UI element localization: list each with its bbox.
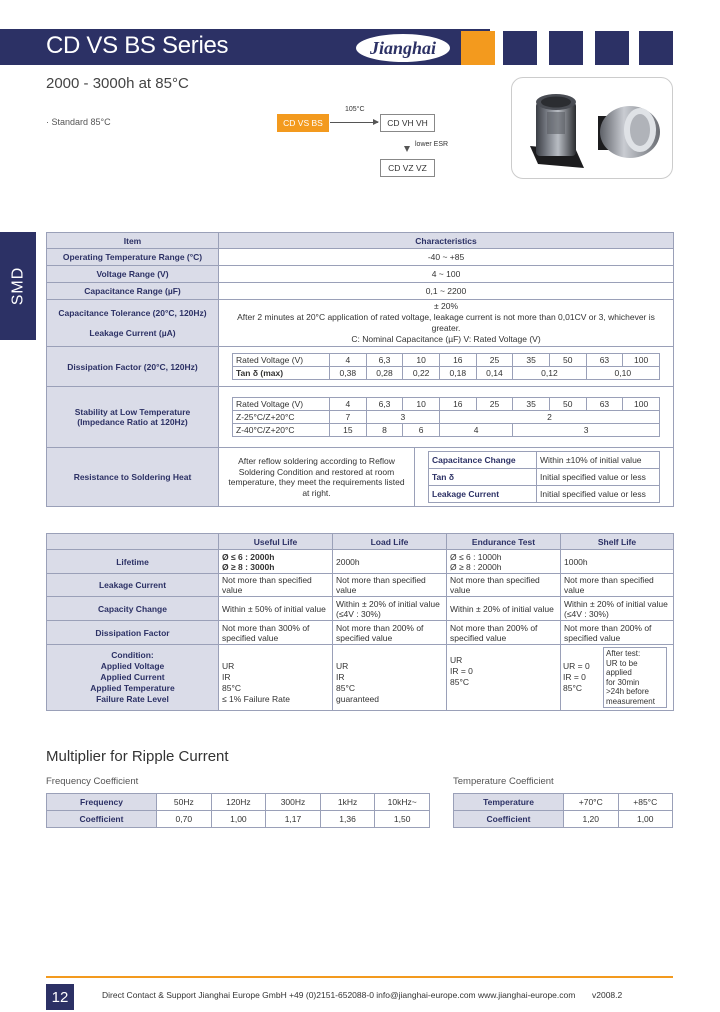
life-header: Useful Life xyxy=(219,534,333,550)
freq-value: 50Hz xyxy=(157,794,212,811)
life-dissipation-endurance xyxy=(447,621,561,645)
tan-label: Tan δ (max) xyxy=(233,367,330,380)
lifetime-shelf: 1000h xyxy=(561,550,674,574)
tan-value: 0,22 xyxy=(403,367,440,380)
stability-voltage: 100 xyxy=(623,398,660,411)
dissipation-label: Dissipation Factor (20°C, 120Hz) xyxy=(47,347,219,387)
smd-tab-label-wrap xyxy=(0,232,36,340)
condition-useful-line: 85°C xyxy=(222,682,241,693)
condition-load-line: UR xyxy=(336,660,349,671)
footer-version: v2008.2 xyxy=(592,990,623,1000)
freq-row-label: Frequency xyxy=(47,794,157,811)
dissipation-voltage: 35 xyxy=(513,354,550,367)
stability-voltage: 35 xyxy=(513,398,550,411)
condition-load xyxy=(333,645,447,711)
life-table xyxy=(46,533,674,711)
stability-rv-label: Rated Voltage (V) xyxy=(233,398,330,411)
condition-label: Applied Current xyxy=(100,672,165,682)
soldering-cell xyxy=(415,448,674,507)
dissipation-useful-line: specified value xyxy=(222,632,279,643)
arrow-down-icon xyxy=(404,146,410,152)
life-corner xyxy=(47,534,219,550)
flow-next-series: CD VH VH xyxy=(380,114,435,132)
condition-shelf-wrap xyxy=(563,647,671,708)
temp-value: +70°C xyxy=(564,794,619,811)
condition-labels xyxy=(47,645,219,711)
op-temp-value: -40 ~ +85 xyxy=(219,249,674,266)
condition-label: Applied Voltage xyxy=(100,661,165,671)
lifetime-load: 2000h xyxy=(333,550,447,574)
flow-current-series: CD VS BS xyxy=(277,114,329,132)
condition-shelf xyxy=(561,645,674,711)
cap-change-shelf xyxy=(561,597,674,621)
flow-temp-label: 105°C xyxy=(345,106,365,113)
life-leakage-useful: Not more than specified value xyxy=(219,574,333,597)
life-header: Shelf Life xyxy=(561,534,674,550)
z25-value: 7 xyxy=(330,411,367,424)
arrow-right-icon xyxy=(373,119,379,125)
freq-coef: 1,50 xyxy=(375,811,430,828)
freq-value: 300Hz xyxy=(266,794,321,811)
stability-voltage: 16 xyxy=(439,398,476,411)
stability-voltage: 25 xyxy=(476,398,513,411)
dissipation-load-line: Not more than 200% of xyxy=(336,622,424,633)
dissipation-subtable xyxy=(232,353,660,380)
dissipation-voltage: 4 xyxy=(330,354,367,367)
tolerance-leakage-label xyxy=(47,300,219,347)
condition-label: Applied Temperature xyxy=(90,683,175,693)
soldering-label: Resistance to Soldering Heat xyxy=(47,448,219,507)
condition-shelf-line: 85°C xyxy=(563,683,582,693)
cap-change-load-line: Within ± 20% of initial value xyxy=(336,598,440,609)
stability-subtable xyxy=(232,397,660,437)
soldering-item-name: Tan δ xyxy=(429,469,537,486)
condition-shelf-values xyxy=(563,661,603,694)
dissipation-endurance-line: Not more than 200% of xyxy=(450,622,538,633)
freq-value: 120Hz xyxy=(211,794,266,811)
voltage-value: 4 ~ 100 xyxy=(219,266,674,283)
op-temp-label: Operating Temperature Range (°C) xyxy=(47,249,219,266)
condition-label: Condition: xyxy=(111,650,154,660)
z25-value: 2 xyxy=(439,411,659,424)
temp-coef: 1,00 xyxy=(618,811,673,828)
dissipation-cell xyxy=(219,347,674,387)
lifetime-useful-line: Ø ≥ 8 : 3000h xyxy=(222,561,275,572)
stability-label-line1: Stability at Low Temperature xyxy=(74,407,191,417)
page-number: 12 xyxy=(46,984,74,1010)
lifetime-label: Lifetime xyxy=(47,550,219,574)
ripple-title: Multiplier for Ripple Current xyxy=(46,748,229,765)
tolerance-leakage-value xyxy=(219,300,674,347)
dissipation-rv-label: Rated Voltage (V) xyxy=(233,354,330,367)
stability-label xyxy=(47,387,219,448)
footer-divider xyxy=(46,976,673,978)
flow-esr-label: lower ESR xyxy=(415,141,449,148)
condition-load-line: IR xyxy=(336,671,345,682)
tan-value: 0,12 xyxy=(513,367,586,380)
lifetime-endurance-line: Ø ≥ 8 : 2000h xyxy=(450,561,502,572)
voltage-label: Voltage Range (V) xyxy=(47,266,219,283)
soldering-subtable xyxy=(428,451,660,503)
soldering-item-value: Within ±10% of initial value xyxy=(537,452,660,469)
stability-voltage: 50 xyxy=(549,398,586,411)
tan-value: 0,18 xyxy=(439,367,476,380)
condition-endurance xyxy=(447,645,561,711)
dissipation-voltage: 50 xyxy=(549,354,586,367)
lifetime-useful xyxy=(219,550,333,574)
flow-low-series: CD VZ VZ xyxy=(380,159,435,177)
dissipation-voltage: 25 xyxy=(476,354,513,367)
shelf-note-line: After test: xyxy=(606,649,641,658)
smd-tab-label: SMD xyxy=(9,266,26,306)
z40-value: 3 xyxy=(513,424,660,437)
dissipation-voltage: 6,3 xyxy=(366,354,403,367)
cap-change-label: Capacity Change xyxy=(47,597,219,621)
lifetime-useful-line: Ø ≤ 6 : 2000h xyxy=(222,551,275,562)
dissipation-voltage: 100 xyxy=(623,354,660,367)
life-dissipation-label: Dissipation Factor xyxy=(47,621,219,645)
leakage-value: After 2 minutes at 20°C application of rated voltage, leakage current is not more than 0,01CV or 3, whichever is greater. xyxy=(237,312,655,333)
z25-value: 3 xyxy=(366,411,439,424)
freq-coef-title: Frequency Coefficient xyxy=(46,776,139,787)
footer-contact: Direct Contact & Support Jianghai Europe GmbH +49 (0)2151-652088-0 info@jianghai-europe.com www.jianghai-europe.com xyxy=(102,990,576,1000)
cap-change-useful: Within ± 50% of initial value xyxy=(219,597,333,621)
freq-coef: 0,70 xyxy=(157,811,212,828)
z40-value: 15 xyxy=(330,424,367,437)
life-leakage-shelf: Not more than specified value xyxy=(561,574,674,597)
temp-row-label: Temperature xyxy=(454,794,564,811)
navy-square xyxy=(639,31,673,65)
condition-shelf-line: UR = 0 xyxy=(563,661,590,671)
tan-value: 0,38 xyxy=(330,367,367,380)
soldering-item-name: Leakage Current xyxy=(429,486,537,503)
dissipation-voltage: 63 xyxy=(586,354,623,367)
tan-value: 0,14 xyxy=(476,367,513,380)
navy-square xyxy=(595,31,629,65)
temp-coef-title: Temperature Coefficient xyxy=(453,776,554,787)
cap-change-endurance: Within ± 20% of initial value xyxy=(447,597,561,621)
freq-value: 10kHz~ xyxy=(375,794,430,811)
cap-change-load xyxy=(333,597,447,621)
condition-load-line: guaranteed xyxy=(336,693,380,704)
soldering-desc: After reflow soldering according to Reflow Soldering Condition and restored at room temperature, they meet the requirements listed at right. xyxy=(219,448,415,507)
stability-voltage: 10 xyxy=(403,398,440,411)
frequency-table xyxy=(46,793,430,828)
dissipation-endurance-line: specified value xyxy=(450,632,507,643)
orange-square xyxy=(461,31,495,65)
dissipation-voltage: 16 xyxy=(439,354,476,367)
flow-arrow-line xyxy=(330,122,378,123)
tan-value: 0,10 xyxy=(586,367,659,380)
life-dissipation-useful xyxy=(219,621,333,645)
shelf-note-line: measurement xyxy=(606,696,655,706)
life-header: Load Life xyxy=(333,534,447,550)
capacitance-label: Capacitance Range (µF) xyxy=(47,283,219,300)
navy-square xyxy=(549,31,583,65)
temp-value: +85°C xyxy=(618,794,673,811)
life-header: Endurance Test xyxy=(447,534,561,550)
tolerance-label: Capacitance Tolerance (20°C, 120Hz) xyxy=(58,308,207,318)
capacitor-illustration xyxy=(512,78,673,179)
shelf-note-line: >24h before xyxy=(606,687,649,696)
jianghai-logo xyxy=(354,32,452,64)
life-dissipation-shelf xyxy=(561,621,674,645)
col-char-header: Characteristics xyxy=(219,233,674,249)
life-leakage-load: Not more than specified value xyxy=(333,574,447,597)
temperature-table xyxy=(453,793,673,828)
condition-label: Failure Rate Level xyxy=(96,694,169,704)
col-item-header: Item xyxy=(47,233,219,249)
condition-useful-line: IR xyxy=(222,671,231,682)
z40-value: 4 xyxy=(439,424,512,437)
condition-endurance-line: IR = 0 xyxy=(450,666,473,676)
stability-voltage: 4 xyxy=(330,398,367,411)
z40-value: 8 xyxy=(366,424,403,437)
capacitance-value: 0,1 ~ 2200 xyxy=(219,283,674,300)
condition-endurance-line: UR xyxy=(450,655,463,665)
soldering-item-value: Initial specified value or less xyxy=(537,469,660,486)
condition-useful-line: UR xyxy=(222,660,235,671)
leakage-note: C: Nominal Capacitance (µF) V: Rated Voltage (V) xyxy=(351,334,541,344)
life-leakage-label: Leakage Current xyxy=(47,574,219,597)
condition-useful xyxy=(219,645,333,711)
shelf-note-box xyxy=(603,647,667,708)
freq-coef: 1,00 xyxy=(211,811,266,828)
dissipation-useful-line: Not more than 300% of xyxy=(222,622,310,633)
shelf-note-line: UR to be applied xyxy=(606,658,638,677)
leakage-label: Leakage Current (µA) xyxy=(89,328,176,338)
condition-endurance-line: 85°C xyxy=(450,677,469,687)
navy-square xyxy=(503,31,537,65)
dissipation-shelf-line: specified value xyxy=(564,632,621,643)
stability-label-line2: (Impedance Ratio at 120Hz) xyxy=(77,417,188,427)
stability-voltage: 6,3 xyxy=(366,398,403,411)
life-dissipation-load xyxy=(333,621,447,645)
temp-coef-label: Coefficient xyxy=(454,811,564,828)
freq-value: 1kHz xyxy=(320,794,375,811)
standard-note: · Standard 85°C xyxy=(46,117,111,127)
series-title: CD VS BS Series xyxy=(46,32,229,59)
dissipation-load-line: specified value xyxy=(336,632,393,643)
shelf-note-line: for 30min xyxy=(606,677,640,687)
tolerance-value: ± 20% xyxy=(433,301,459,311)
z40-label: Z-40°C/Z+20°C xyxy=(233,424,330,437)
dissipation-shelf-line: Not more than 200% of xyxy=(564,622,652,633)
stability-voltage: 63 xyxy=(586,398,623,411)
condition-load-line: 85°C xyxy=(336,682,355,693)
cap-change-shelf-line: Within ± 20% of initial value xyxy=(564,598,668,609)
cap-change-shelf-line: (≤4V : 30%) xyxy=(564,608,609,619)
dissipation-voltage: 10 xyxy=(403,354,440,367)
life-leakage-endurance: Not more than specified value xyxy=(447,574,561,597)
logo-text: Jianghai xyxy=(369,37,437,58)
lifetime-endurance xyxy=(447,550,561,574)
hours-subtitle: 2000 - 3000h at 85°C xyxy=(46,75,189,92)
stability-cell xyxy=(219,387,674,448)
z40-value: 6 xyxy=(403,424,440,437)
freq-coef: 1,17 xyxy=(266,811,321,828)
freq-coef: 1,36 xyxy=(320,811,375,828)
soldering-item-value: Initial specified value or less xyxy=(537,486,660,503)
z25-label: Z-25°C/Z+20°C xyxy=(233,411,330,424)
temp-coef: 1,20 xyxy=(564,811,619,828)
freq-coef-label: Coefficient xyxy=(47,811,157,828)
condition-useful-line: ≤ 1% Failure Rate xyxy=(222,693,290,704)
product-photo xyxy=(511,77,673,179)
condition-shelf-line: IR = 0 xyxy=(563,672,586,682)
soldering-item-name: Capacitance Change xyxy=(429,452,537,469)
tan-value: 0,28 xyxy=(366,367,403,380)
lifetime-endurance-line: Ø ≤ 6 : 1000h xyxy=(450,551,502,562)
cap-change-load-line: (≤4V : 30%) xyxy=(336,608,381,619)
characteristics-table xyxy=(46,232,674,507)
